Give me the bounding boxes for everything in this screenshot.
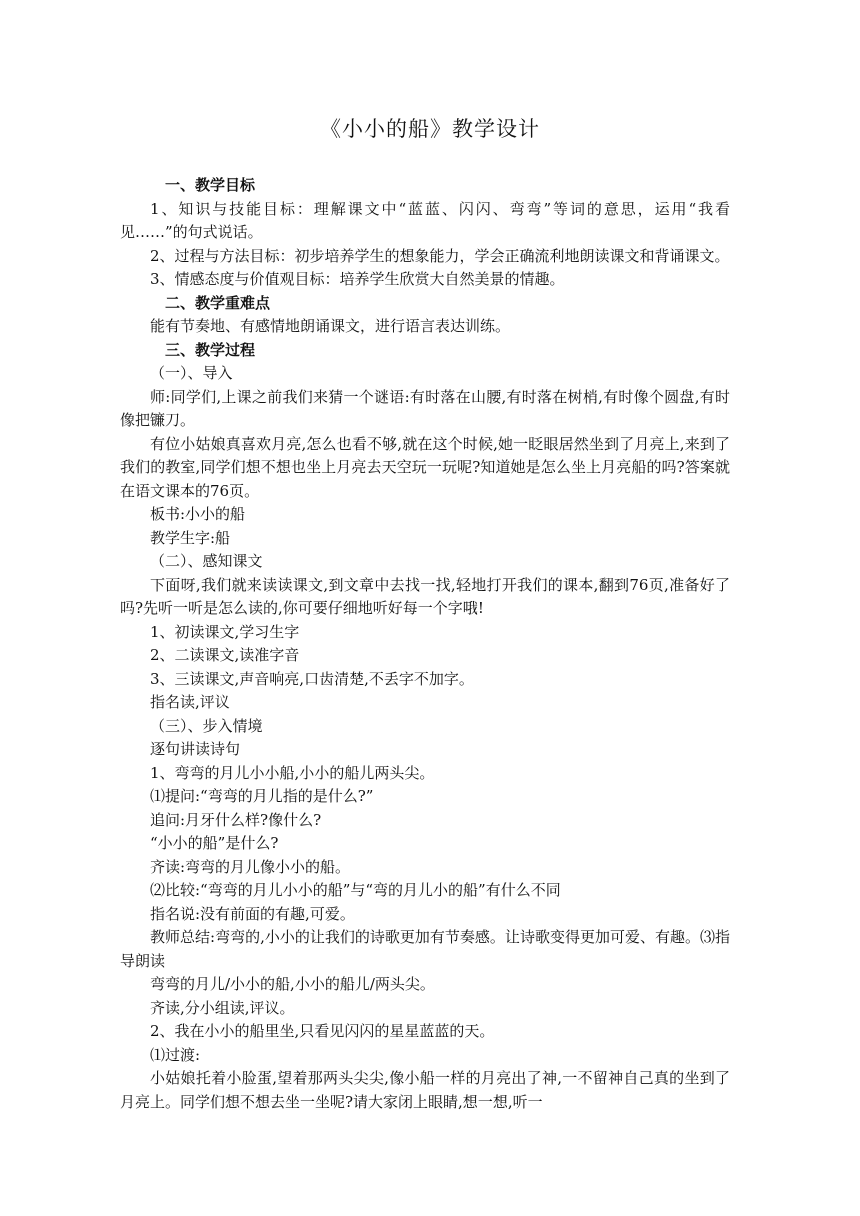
paragraph: 2、二读课文,读准字音	[150, 646, 300, 664]
paragraph: 3、三读课文,声音响亮,口齿清楚,不丢字不加字。	[150, 669, 474, 688]
section-heading: 一、教学目标	[165, 176, 256, 194]
paragraph: 指名读,评议	[150, 693, 230, 711]
paragraph: ⑵比较:“弯弯的月儿小小的船”与“弯的月儿小的船”有什么不同	[150, 881, 561, 899]
paragraph: 指名说:没有前面的有趣,可爱。	[150, 904, 355, 923]
paragraph: 小姑娘托着小脸蛋,望着那两头尖尖,像小船一样的月亮出了神,一不留神自己真的坐到了月亮上。同学们想不想去坐一坐呢?请大家闭上眼睛,想一想,听一	[120, 1069, 730, 1111]
paragraph: “小小的船”是什么?	[150, 834, 279, 852]
paragraph: 逐句讲读诗句	[150, 740, 241, 758]
paragraph: 3、情感态度与价值观目标：培养学生欣赏大自然美景的情趣。	[150, 270, 565, 288]
paragraph: 教学生字:船	[150, 528, 231, 547]
paragraph: 师:同学们,上课之前我们来猜一个谜语:有时落在山腰,有时落在树梢,有时像个圆盘,有时像把镰刀。	[120, 387, 730, 429]
paragraph: 齐读,分小组读,评议。	[150, 998, 295, 1017]
paragraph: 1、知识与技能目标：理解课文中“蓝蓝、闪闪、弯弯”等词的意思，运用“我看见……”的句式说话。	[120, 199, 730, 241]
document-title: 《小小的船》教学设计	[320, 117, 540, 141]
paragraph: 2、我在小小的船里坐,只看见闪闪的星星蓝蓝的天。	[150, 1022, 495, 1040]
paragraph: 1、初读课文,学习生字	[150, 622, 300, 641]
section-heading: 二、教学重难点	[165, 293, 271, 312]
paragraph: （一）、导入	[150, 364, 233, 382]
paragraph: 追问:月牙什么样?像什么?	[150, 810, 322, 829]
paragraph: ⑴过渡:	[150, 1045, 201, 1064]
paragraph: 弯弯的月儿/小小的船,小小的船儿/两头尖。	[150, 975, 435, 993]
paragraph: 板书:小小的船	[150, 505, 246, 523]
paragraph: 能有节奏地、有感情地朗诵课文，进行语言表达训练。	[150, 317, 511, 335]
section-heading: 三、教学过程	[165, 340, 256, 359]
paragraph: 2、过程与方法目标：初步培养学生的想象能力，学会正确流利地朗读课文和背诵课文。	[150, 246, 730, 265]
paragraph: 1、弯弯的月儿小小船,小小的船儿两头尖。	[150, 763, 435, 782]
paragraph: （三）、步入情境	[150, 716, 263, 735]
paragraph: （二）、感知课文	[150, 552, 263, 570]
paragraph: 教师总结:弯弯的,小小的让我们的诗歌更加有节奏感。让诗歌变得更加可爱、有趣。⑶指导朗读	[120, 928, 730, 970]
document-body	[120, 174, 730, 1114]
paragraph: 有位小姑娘真喜欢月亮,怎么也看不够,就在这个时候,她一眨眼居然坐到了月亮上,来到了我们的教室,同学们想不想也坐上月亮去天空玩一玩呢?知道她是怎么坐上月亮船的吗?答案就在语文课本的76页。	[120, 434, 730, 500]
paragraph: ⑴提问:“弯弯的月儿指的是什么?”	[150, 787, 374, 805]
paragraph: 下面呀,我们就来读读课文,到文章中去找一找,轻地打开我们的课本,翻到76页,准备好了吗?先听一听是怎么读的,你可要仔细地听好每一个字哦!	[120, 575, 730, 617]
paragraph: 齐读:弯弯的月儿像小小的船。	[150, 857, 351, 876]
